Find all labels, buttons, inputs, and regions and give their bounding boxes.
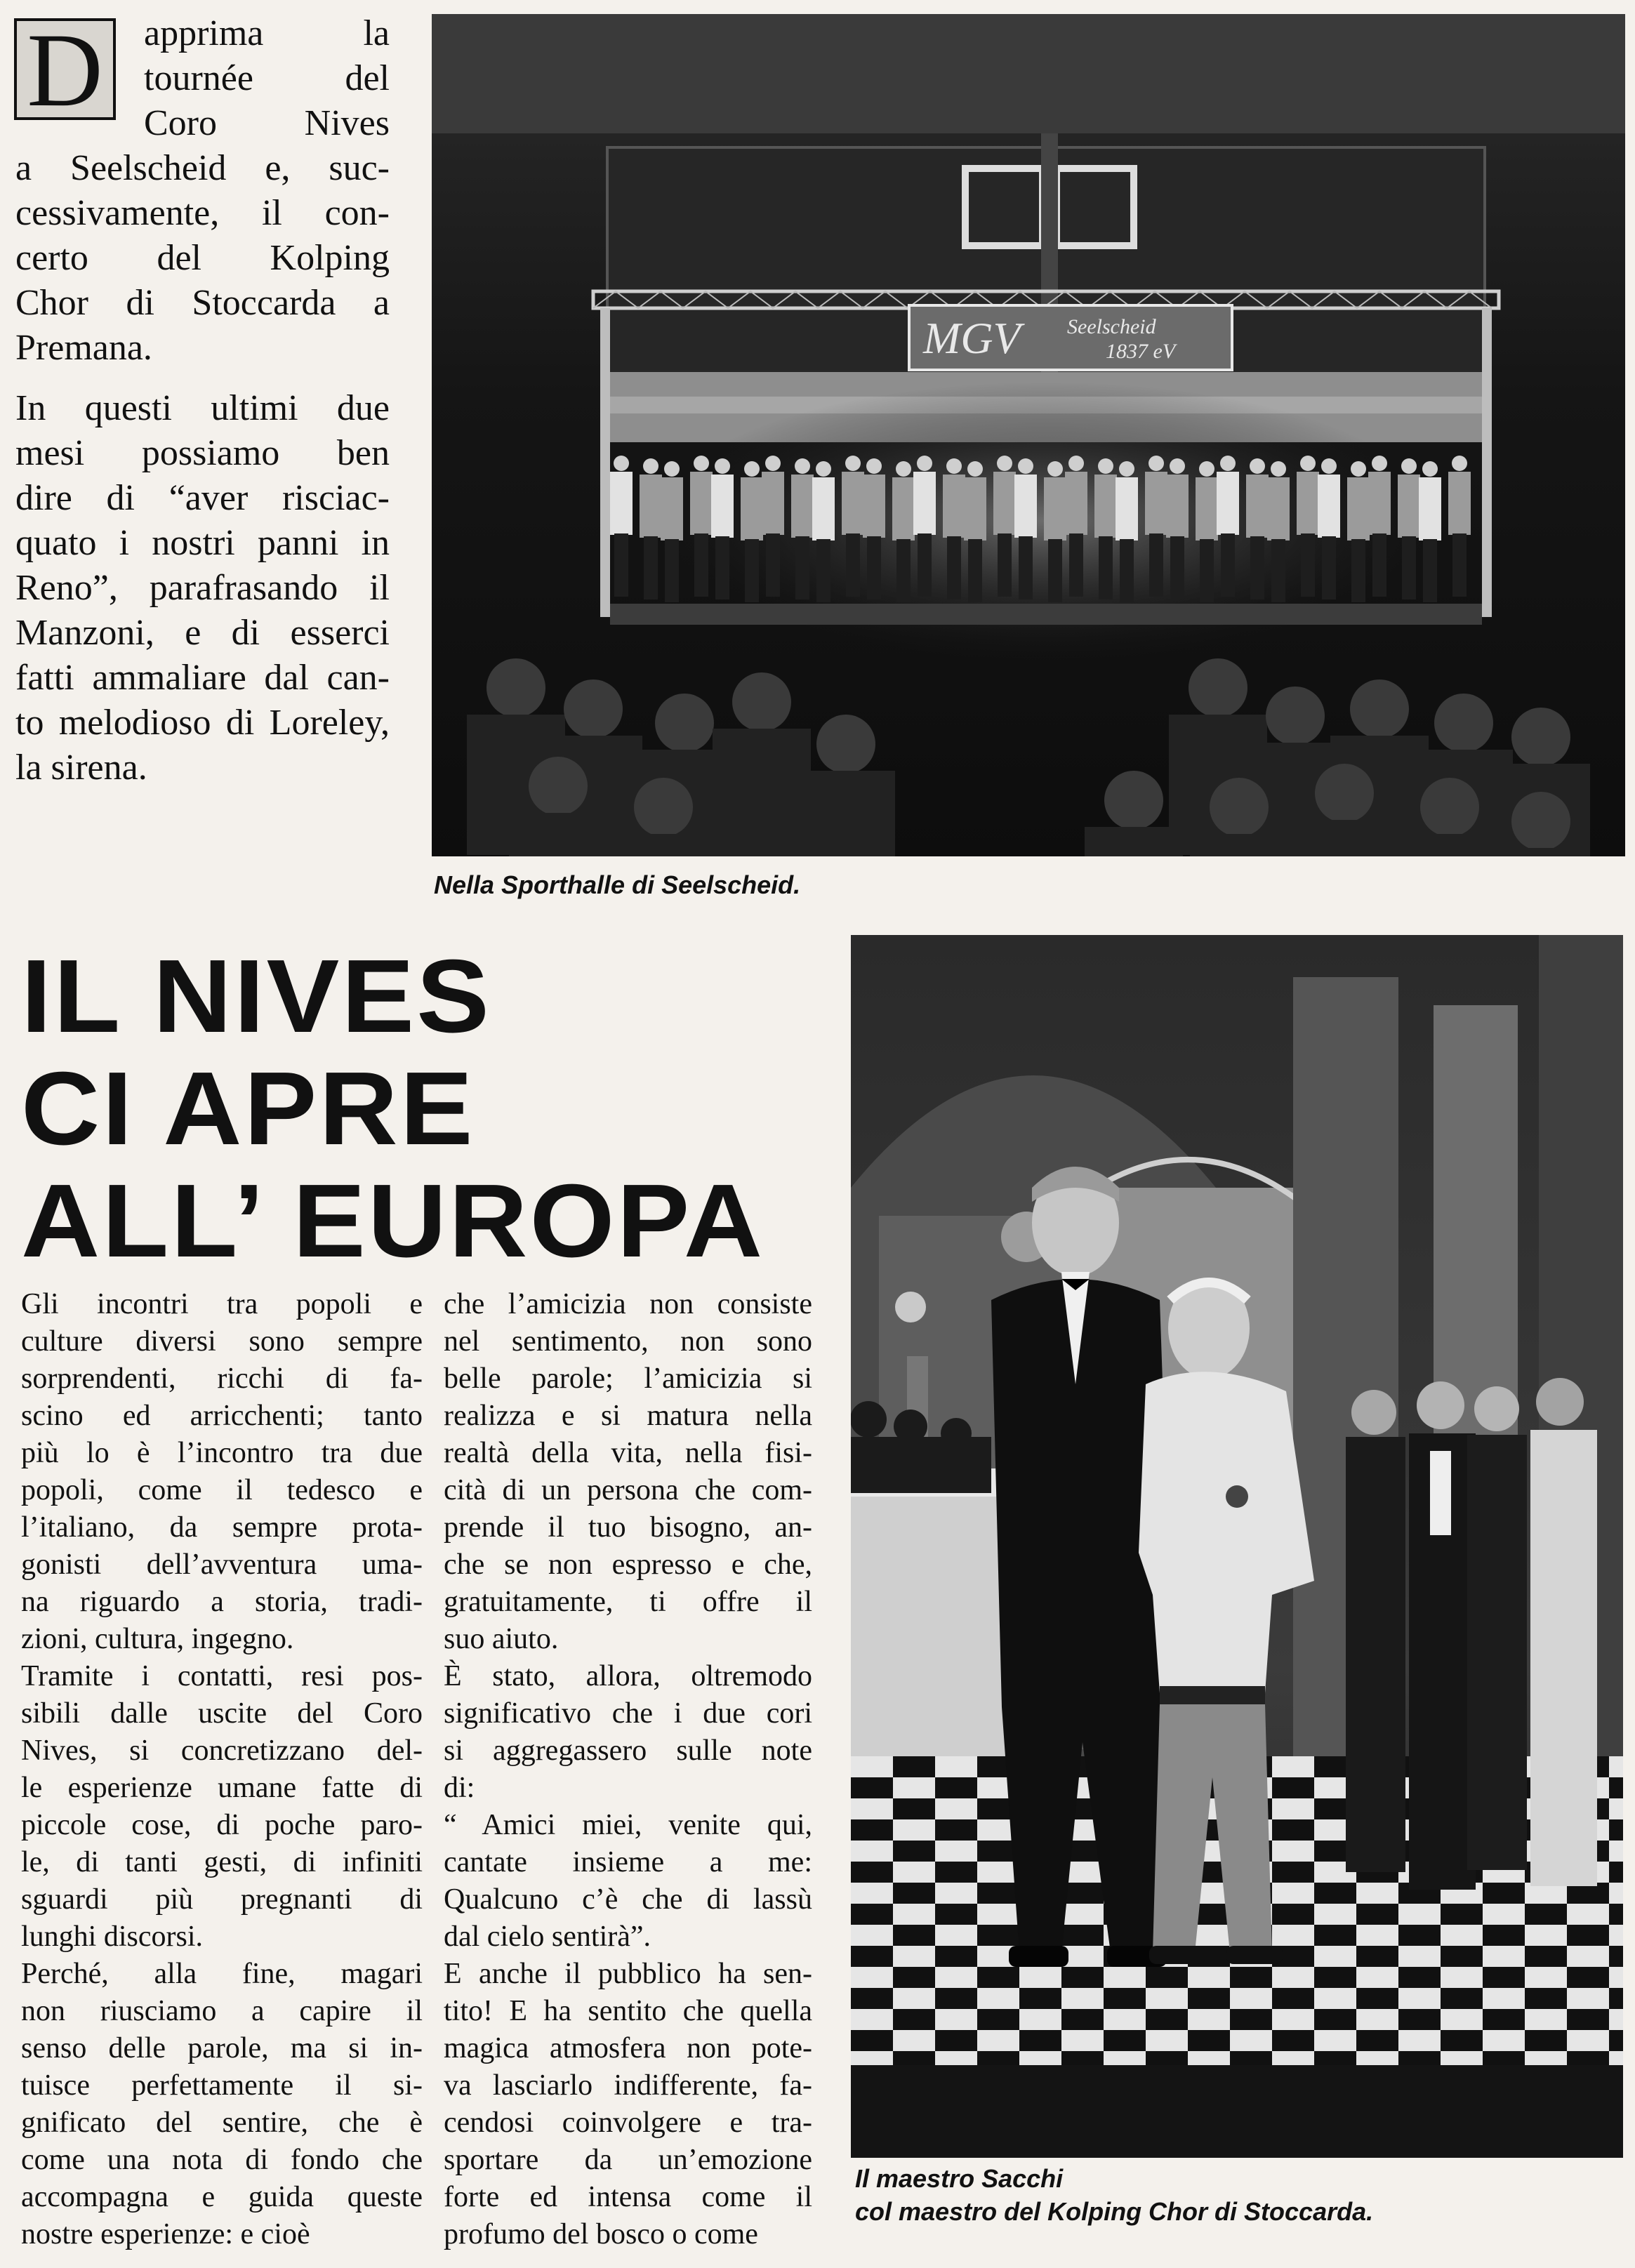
- singer-legs: [918, 533, 932, 597]
- text-line: realizza e si matura nella: [444, 1400, 812, 1432]
- text-line: forte ed intensa come il: [444, 2181, 812, 2213]
- singer-legs: [1322, 536, 1336, 599]
- singer-legs: [745, 539, 759, 602]
- singer-legs: [1019, 536, 1033, 599]
- intro-line: apprima la: [144, 13, 390, 53]
- singer-body: [741, 477, 763, 541]
- text-line: va lasciarlo indifferente, fa-: [444, 2069, 812, 2102]
- singer-body: [1398, 475, 1420, 538]
- audience-body: [509, 813, 607, 856]
- drop-cap: D: [14, 18, 116, 120]
- intro-line: Premana.: [15, 328, 152, 368]
- text-line: Nives, si concretizzano del-: [21, 1735, 423, 1767]
- singer-legs: [867, 536, 881, 599]
- text-line: popoli, come il tedesco e: [21, 1474, 423, 1506]
- singer-head: [917, 456, 932, 471]
- singer-body: [1044, 477, 1066, 541]
- audience-head: [1420, 778, 1479, 837]
- singer-legs: [1452, 533, 1467, 597]
- text-line: lunghi discorsi.: [21, 1921, 203, 1953]
- audience-head: [1511, 708, 1570, 767]
- singer-head: [765, 456, 781, 471]
- intro-line: Manzoni, e di esserci: [15, 613, 390, 653]
- audience-head: [529, 757, 588, 816]
- intro-line: In questi ultimi due: [15, 388, 390, 428]
- church-portrait-image: [851, 935, 1623, 2158]
- singer-head: [664, 461, 680, 477]
- intro-line: dire di “aver risciac-: [15, 478, 390, 518]
- singer-body: [690, 472, 713, 535]
- photo-sporthalle: [432, 14, 1625, 856]
- text-line: dal cielo sentirà”.: [444, 1921, 651, 1953]
- singer-body: [610, 472, 633, 535]
- text-line: come una nota di fondo che: [21, 2144, 423, 2176]
- singer-head: [1300, 456, 1316, 471]
- intro-line: a Seelscheid e, suc-: [15, 148, 390, 188]
- singer-body: [1196, 477, 1218, 541]
- caption-maestri-line-2: col maestro del Kolping Chor di Stoccarda.: [855, 2197, 1374, 2226]
- singer-body: [1166, 475, 1189, 538]
- banner-line2: 1837 eV: [1106, 340, 1176, 363]
- singer-body: [762, 472, 784, 535]
- singer-head: [1098, 458, 1113, 474]
- singer-legs: [1069, 533, 1083, 597]
- audience-head: [1266, 687, 1325, 745]
- intro-line: la sirena.: [15, 748, 147, 788]
- text-line: “ Amici miei, venite qui,: [444, 1809, 812, 1841]
- singer-legs: [1170, 536, 1184, 599]
- singer-head: [896, 461, 911, 477]
- audience-head: [1104, 771, 1163, 830]
- singer-body: [1267, 477, 1290, 541]
- singer-head: [1170, 458, 1185, 474]
- singer-legs: [998, 533, 1012, 597]
- text-line: realtà della vita, nella fisi-: [444, 1437, 812, 1469]
- singer-legs: [1372, 533, 1386, 597]
- singer-legs: [1200, 539, 1214, 602]
- audience-body: [1492, 848, 1590, 856]
- text-line: Qualcuno c’è che di lassù: [444, 1883, 812, 1916]
- audience-head: [732, 672, 791, 731]
- singer-legs: [1351, 539, 1365, 602]
- text-line: gonisti dell’avventura uma-: [21, 1549, 423, 1581]
- singer-body: [1368, 472, 1391, 535]
- caption-sporthalle: Nella Sporthalle di Seelscheid.: [434, 870, 801, 899]
- text-line: E anche il pubblico ha sen-: [444, 1958, 812, 1990]
- singer-body: [1014, 475, 1037, 538]
- text-line: che l’amicizia non consiste: [444, 1288, 812, 1320]
- singer-legs: [846, 533, 860, 597]
- intro-line: quato i nostri panni in: [15, 523, 390, 563]
- concert-hall-image: [432, 14, 1625, 856]
- text-line: significativo che i due cori: [444, 1697, 812, 1730]
- audience-head: [1350, 679, 1409, 738]
- photo-maestri: [851, 935, 1623, 2158]
- intro-line: tournée del: [144, 58, 390, 98]
- singer-head: [715, 458, 730, 474]
- text-line: nostre esperienze: e cioè: [21, 2218, 310, 2250]
- singer-head: [997, 456, 1012, 471]
- singer-legs: [614, 533, 628, 597]
- singer-head: [1199, 461, 1214, 477]
- singer-body: [1217, 472, 1239, 535]
- singer-head: [866, 458, 882, 474]
- singer-head: [795, 458, 810, 474]
- audience-head: [564, 679, 623, 738]
- intro-line: to melodioso di Loreley,: [15, 703, 390, 743]
- singer-body: [1145, 472, 1167, 535]
- text-line: tuisce perfettamente il si-: [21, 2069, 423, 2102]
- singer-head: [1149, 456, 1164, 471]
- intro-line: certo del Kolping: [15, 238, 390, 278]
- text-line: più lo è l’incontro tra due: [21, 1437, 423, 1469]
- singer-head: [1452, 456, 1467, 471]
- singer-legs: [896, 539, 911, 602]
- headline-line-2: CI APRE: [21, 1051, 475, 1167]
- singer-head: [1351, 461, 1366, 477]
- text-line: si aggregassero sulle note: [444, 1735, 812, 1767]
- text-line: gratuitamente, ti offre il: [444, 1586, 812, 1618]
- singer-head: [1422, 461, 1438, 477]
- text-line: di:: [444, 1772, 475, 1804]
- singer-head: [967, 461, 983, 477]
- text-line: sorprendenti, ricchi di fa-: [21, 1362, 423, 1395]
- singer-legs: [644, 536, 658, 599]
- text-line: magica atmosfera non pote-: [444, 2032, 812, 2064]
- singer-head: [816, 461, 831, 477]
- singer-body: [1297, 472, 1319, 535]
- singer-head: [845, 456, 861, 471]
- caption-maestri-line-1: Il maestro Sacchi: [855, 2164, 1064, 2193]
- singer-body: [1318, 475, 1340, 538]
- audience-head: [634, 778, 693, 837]
- intro-line: Reno”, parafrasando il: [15, 568, 390, 608]
- singer-body: [1419, 477, 1441, 541]
- audience-body: [614, 834, 713, 856]
- singer-body: [812, 477, 835, 541]
- audience-body: [1295, 820, 1394, 856]
- article-column-1: [21, 1286, 423, 2253]
- text-line: profumo del bosco o come: [444, 2218, 758, 2250]
- singer-body: [1246, 475, 1269, 538]
- singer-body: [842, 472, 864, 535]
- text-line: suo aiuto.: [444, 1623, 559, 1655]
- intro-line: fatti ammaliare dal can-: [15, 658, 390, 698]
- audience-head: [1315, 764, 1374, 823]
- singer-head: [744, 461, 760, 477]
- singer-head: [694, 456, 709, 471]
- singer-legs: [1402, 536, 1416, 599]
- singer-legs: [1250, 536, 1264, 599]
- singer-legs: [1271, 539, 1285, 602]
- intro-line: Chor di Stoccarda a: [15, 283, 390, 323]
- audience-head: [1210, 778, 1269, 837]
- singer-legs: [766, 533, 780, 597]
- singer-head: [643, 458, 658, 474]
- singer-head: [1018, 458, 1033, 474]
- singer-head: [1220, 456, 1236, 471]
- singer-legs: [947, 536, 961, 599]
- banner-line1: Seelscheid: [1067, 315, 1156, 338]
- audience-body: [1401, 834, 1499, 856]
- audience-head: [1511, 792, 1570, 851]
- audience-body: [797, 771, 895, 856]
- intro-line: cessivamente, il con-: [15, 193, 390, 233]
- singer-head: [1401, 458, 1417, 474]
- singer-body: [1065, 472, 1087, 535]
- text-line: l’italiano, da sempre prota-: [21, 1511, 423, 1544]
- text-line: sportare da un’emozione: [444, 2144, 812, 2176]
- singer-legs: [1221, 533, 1235, 597]
- singer-legs: [1120, 539, 1134, 602]
- text-line: culture diversi sono sempre: [21, 1325, 423, 1358]
- singer-body: [863, 475, 885, 538]
- singer-body: [640, 475, 662, 538]
- audience-body: [1085, 827, 1183, 856]
- text-line: gnificato del sentire, che è: [21, 2107, 423, 2139]
- singer-legs: [1423, 539, 1437, 602]
- audience-body: [1190, 834, 1288, 856]
- text-line: Gli incontri tra popoli e: [21, 1288, 423, 1320]
- text-line: cità di un persona che com-: [444, 1474, 812, 1506]
- intro-line: mesi possiamo ben: [15, 433, 390, 473]
- text-line: le esperienze umane fatte di: [21, 1772, 423, 1804]
- singer-body: [913, 472, 936, 535]
- singer-body: [1116, 477, 1138, 541]
- article-column-2: [444, 1286, 812, 2253]
- text-line: Tramite i contatti, resi pos-: [21, 1660, 423, 1692]
- text-line: tito! E ha sentito che quella: [444, 1995, 812, 2027]
- singer-head: [1250, 458, 1265, 474]
- text-line: cantate insieme a me:: [444, 1846, 812, 1878]
- singer-head: [1321, 458, 1337, 474]
- text-line: sguardi più pregnanti di: [21, 1883, 423, 1916]
- singer-legs: [1099, 536, 1113, 599]
- text-line: belle parole; l’amicizia si: [444, 1362, 812, 1395]
- singer-legs: [694, 533, 708, 597]
- text-line: na riguardo a storia, tradi-: [21, 1586, 423, 1618]
- singer-head: [946, 458, 962, 474]
- singer-head: [1047, 461, 1063, 477]
- singer-body: [892, 477, 915, 541]
- text-line: le, di tanti gesti, di infiniti: [21, 1846, 423, 1878]
- audience-head: [1434, 694, 1493, 752]
- singer-head: [1119, 461, 1134, 477]
- text-line: sibili dalle uscite del Coro: [21, 1697, 423, 1730]
- audience-head: [1189, 658, 1247, 717]
- text-line: che se non espresso e che,: [444, 1549, 812, 1581]
- text-line: senso delle parole, ma si in-: [21, 2032, 423, 2064]
- singer-body: [661, 477, 683, 541]
- singer-legs: [1048, 539, 1062, 602]
- text-line: È stato, allora, oltremodo: [444, 1660, 812, 1692]
- singer-body: [1347, 477, 1370, 541]
- singer-head: [1372, 456, 1387, 471]
- text-line: prende il tuo bisogno, an-: [444, 1511, 812, 1544]
- headline-line-1: IL NIVES: [21, 939, 492, 1054]
- singer-legs: [816, 539, 830, 602]
- text-line: Perché, alla fine, magari: [21, 1958, 423, 1990]
- banner-main-text: MGV: [923, 313, 1021, 363]
- singer-legs: [715, 536, 729, 599]
- singer-body: [1448, 472, 1471, 535]
- audience-head: [486, 658, 545, 717]
- singer-body: [711, 475, 734, 538]
- headline-line-3: ALL’ EUROPA: [21, 1163, 765, 1279]
- text-line: zioni, cultura, ingegno.: [21, 1623, 294, 1655]
- singer-head: [614, 456, 629, 471]
- text-line: scino ed arricchenti; tanto: [21, 1400, 423, 1432]
- singer-body: [964, 477, 986, 541]
- text-line: piccole cose, di poche paro-: [21, 1809, 423, 1841]
- singer-body: [791, 475, 814, 538]
- singer-legs: [1149, 533, 1163, 597]
- text-line: cendosi coinvolgere e tra-: [444, 2107, 812, 2139]
- singer-legs: [665, 539, 679, 602]
- singer-legs: [795, 536, 809, 599]
- singer-body: [943, 475, 965, 538]
- audience-head: [816, 715, 875, 774]
- singer-legs: [968, 539, 982, 602]
- audience-head: [655, 694, 714, 752]
- text-line: accompagna e guida queste: [21, 2181, 423, 2213]
- audience-body: [713, 729, 811, 856]
- singer-head: [1271, 461, 1286, 477]
- singer-body: [1094, 475, 1117, 538]
- intro-line: Coro Nives: [144, 103, 390, 143]
- singer-legs: [1301, 533, 1315, 597]
- text-line: non riusciamo a capire il: [21, 1995, 423, 2027]
- singer-body: [993, 472, 1016, 535]
- text-line: nel sentimento, non sono: [444, 1325, 812, 1358]
- singer-head: [1068, 456, 1084, 471]
